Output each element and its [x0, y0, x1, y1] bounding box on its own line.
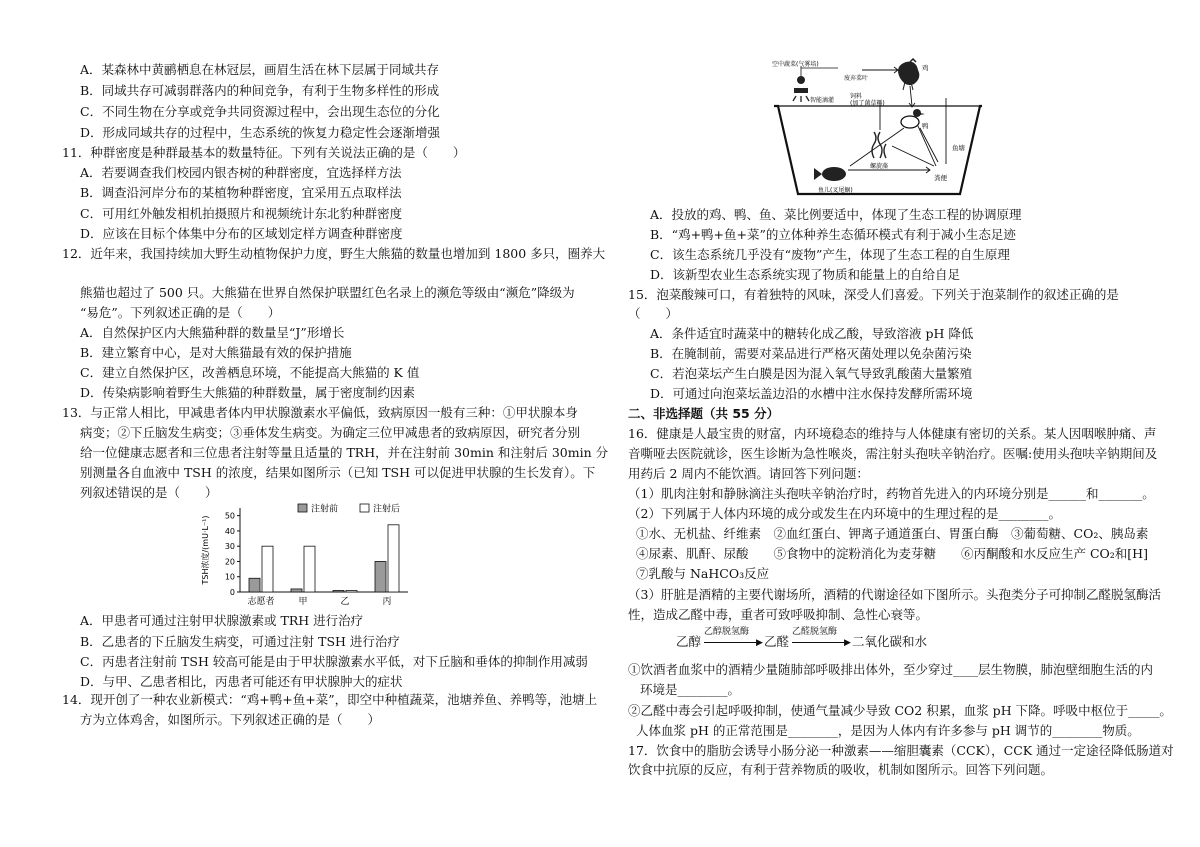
bar-after — [388, 525, 399, 592]
q15-option-d: D．可通过向泡菜坛盖边沿的水槽中注水保持发酵所需环境 — [650, 386, 973, 401]
x-category-label: 甲 — [298, 597, 308, 607]
label-veg: 空中蔬菜(气雾培) — [772, 61, 819, 68]
q16-item-line-2: ④尿素、肌酐、尿酸 ⑤食物中的淀粉消化为麦芽糖 ⑥丙酮酸和水反应生产 CO₂和[H] — [636, 546, 1148, 561]
pond-outline — [774, 106, 982, 194]
pathway-arrow-2 — [792, 642, 848, 643]
legend-label: 注射前 — [311, 504, 339, 515]
x-category-label: 志愿者 — [247, 597, 275, 607]
y-tick-label: 0 — [229, 588, 235, 597]
q15-stem-1: 15．泡菜酸辣可口，有着独特的风味，深受人们喜爱。下列关于泡菜制作的叙述正确的是 — [628, 287, 1119, 302]
q14-option-b: B．“鸡+鸭+鱼+菜”的立体种养生态循环模式有利于减小生态足迹 — [650, 227, 1016, 242]
q12-option-d: D．传染病影响着野生大熊猫的种群数量，属于密度制约因素 — [80, 385, 416, 400]
q13-stem-5: 列叙述错误的是（ ） — [80, 485, 218, 500]
q11-option-c: C．可用红外触发相机拍摄照片和视频统计东北豹种群密度 — [80, 206, 403, 221]
chicken-icon — [898, 59, 919, 90]
q12-option-c: C．建立自然保护区，改善栖息环境，不能提高大熊猫的 K 值 — [80, 365, 420, 380]
pathway-arrowhead-2: ▶ — [844, 638, 851, 648]
drip-irrigation-icon — [793, 76, 809, 102]
pathway-enzyme-1: 乙醇脱氢酶 — [704, 627, 750, 637]
q16-3-item-2b: 人体血浆 pH 的正常范围是________，是因为人体内有许多参与 pH 调节的________物质。 — [636, 723, 1140, 738]
pathway-acetaldehyde: 乙醛 — [764, 634, 790, 649]
q13-option-c: C．丙患者注射前 TSH 较高可能是由于甲状腺激素水平低，对下丘脑和垂体的抑制作用减弱 — [80, 654, 588, 669]
q15-option-a: A．条件适宜时蔬菜中的糖转化成乙酸，导致溶液 pH 降低 — [650, 326, 974, 341]
q16-item-line-1: ①水、无机盐、纤维素 ②血红蛋白、钾离子通道蛋白、胃蛋白酶 ③葡萄糖、CO₂、胰岛素 — [636, 526, 1149, 541]
label-fish: 鱼儿(叉尾鮰) — [818, 187, 853, 194]
q13-option-a: A．甲患者可通过注射甲状腺激素或 TRH 进行治疗 — [80, 613, 364, 628]
x-category-label: 丙 — [382, 597, 392, 607]
x-category-label: 乙 — [340, 597, 350, 607]
label-chicken: 鸡 — [922, 64, 929, 72]
q16-part-3-line-2: 性，造成乙醛中毒，重者可致呼吸抑制、急性心衰等。 — [628, 607, 929, 622]
q12-stem-1: 12．近年来，我国持续加大野生动植物保护力度，野生大熊猫的数量也增加到 1800 多只，圈养大 — [62, 246, 606, 261]
bar-before — [375, 561, 386, 592]
bar-after — [346, 590, 357, 592]
q17-stem-1: 17．饮食中的脂肪会诱导小肠分泌一种激素——缩胆囊素（CCK），CCK 通过一定途径降低肠道对 — [628, 743, 1174, 758]
q15-option-b: B．在腌制前，需要对菜品进行严格灭菌处理以免杂菌污染 — [650, 346, 972, 361]
y-axis-label: TSH浓度/(mU·L⁻¹) — [201, 515, 210, 585]
q16-3-item-2a: ②乙醛中毒会引起呼吸抑制，使通气量减少导致 CO2 积累，血浆 pH 下降。呼吸中枢位于_____。 — [628, 703, 1172, 718]
pathway-arrowhead-1: ▶ — [756, 638, 763, 648]
q12-stem-3: “易危”。下列叙述正确的是（ ） — [80, 305, 281, 320]
q13-stem-1: 13．与正常人相比，甲减患者体内甲状腺激素水平偏低，致病原因一般有三种：①甲状腺本身 — [62, 405, 578, 420]
q13-stem-3: 给一位健康志愿者和三位患者注射等量且适量的 TRH，并在注射前 30min 和注射后 30min 分 — [80, 445, 609, 460]
legend-swatch — [360, 504, 369, 512]
q12-stem-2: 熊猫也超过了 500 只。大熊猫在世界自然保护联盟红色名录上的濒危等级由“濒危”降级为 — [80, 285, 575, 300]
q16-stem-1: 16．健康是人最宝贵的财富，内环境稳态的维持与人体健康有密切的关系。某人因咽喉肿痛、声 — [628, 426, 1157, 441]
pathway-co2-water: 二氧化碳和水 — [852, 634, 928, 649]
q14-option-d: D．该新型农业生态系统实现了物质和能量上的自给自足 — [650, 267, 961, 282]
bar-before — [291, 589, 302, 592]
q13-stem-4: 别测量各自血液中 TSH 的浓度，结果如图所示（已知 TSH 可以促进甲状腺的生长发育）。下 — [80, 465, 596, 480]
bar-before — [333, 590, 344, 592]
q10-option-d: D．形成同域共存的过程中，生态系统的恢复力稳定性会逐渐增强 — [80, 125, 441, 140]
q16-3-item-1b: 环境是________。 — [640, 682, 741, 697]
legend-swatch — [298, 504, 307, 512]
label-waste: 废弃菜叶 — [844, 75, 869, 82]
q16-stem-3: 用药后 2 周内不能饮酒。请回答下列问题： — [628, 466, 869, 481]
label-manure: 粪便 — [934, 174, 947, 182]
q11-stem: 11．种群密度是种群最基本的数量特征。下列有关说法正确的是（ ） — [62, 145, 466, 160]
q17-stem-2: 饮食中抗原的反应，有利于营养物质的吸收，机制如图所示。回答下列问题。 — [628, 762, 1054, 777]
q15-option-c: C．若泡菜坛产生白膜是因为混入氧气导致乳酸菌大量繁殖 — [650, 366, 973, 381]
q16-3-item-1a: ①饮酒者血浆中的酒精少量随肺部呼吸排出体外，至少穿过____层生物膜，肺泡壁细胞生活的内 — [628, 662, 1154, 677]
y-tick-label: 20 — [224, 557, 235, 567]
q10-option-b: B．同域共存可减弱群落内的种间竞争，有利于生物多样性的形成 — [80, 83, 440, 98]
q12-option-b: B．建立繁育中心，是对大熊猫最有效的保护措施 — [80, 345, 352, 360]
q16-part-3-line-1: （3）肝脏是酒精的主要代谢场所，酒精的代谢途径如下图所示。头孢类分子可抑制乙醛脱氢酶活 — [628, 587, 1161, 602]
pathway-arrow-1 — [704, 642, 760, 643]
pathway-ethanol: 乙醇 — [676, 634, 702, 649]
bar-before — [249, 578, 260, 592]
q13-stem-2: 病变；②下丘脑发生病变；③垂体发生病变。为确定三位甲减患者的致病原因，研究者分别 — [80, 425, 581, 440]
legend-label: 注射后 — [373, 504, 401, 515]
label-algae: 螺旋藻 — [870, 163, 889, 170]
label-feed: 饲料(加了菌草料) — [850, 93, 885, 107]
q10-option-a: A．某森林中黄鹂栖息在林冠层，画眉生活在林下层属于同域共存 — [80, 62, 440, 77]
q10-option-c: C．不同生物在分享或竞争共同资源过程中，会出现生态位的分化 — [80, 104, 440, 119]
label-duck: 鸭 — [922, 122, 929, 130]
y-tick-label: 40 — [224, 526, 235, 536]
q14-option-a: A．投放的鸡、鸭、鱼、菜比例要适中，体现了生态工程的协调原理 — [650, 207, 1022, 222]
label-drip: 智能滴灌 — [810, 97, 835, 104]
q11-option-a: A．若要调查我们校园内银杏树的种群密度，宜选择样方法 — [80, 165, 402, 180]
q14-stem-1: 14．现开创了一种农业新模式：“鸡+鸭+鱼+菜”，即空中种植蔬菜，池塘养鱼、养鸭等，池塘上 — [62, 692, 598, 707]
q14-option-c: C．该生态系统几乎没有“废物”产生，体现了生态工程的自生原理 — [650, 247, 1010, 262]
q16-stem-2: 音嘶哑去医院就诊，医生诊断为急性喉炎，需注射头孢呋辛钠治疗。医嘱:使用头孢呋辛钠期间及 — [628, 446, 1158, 461]
q16-item-line-3: ⑦乳酸与 NaHCO₃反应 — [636, 566, 770, 581]
label-pond: 鱼塘 — [952, 144, 965, 152]
eco-farm-diagram — [770, 58, 985, 206]
q11-option-d: D．应该在目标个体集中分布的区域划定样方调查种群密度 — [80, 226, 403, 241]
y-tick-label: 50 — [224, 511, 235, 521]
tsh-bar-chart — [198, 500, 418, 612]
q13-option-d: D．与甲、乙患者相比，丙患者可能还有甲状腺肿大的症状 — [80, 674, 403, 689]
section-heading-nonchoice: 二、非选择题（共 55 分） — [628, 406, 780, 421]
bar-after — [262, 546, 273, 592]
q12-option-a: A．自然保护区内大熊猫种群的数量呈“J”形增长 — [80, 325, 345, 340]
q11-option-b: B．调查沿河岸分布的某植物种群密度，宜采用五点取样法 — [80, 185, 402, 200]
y-tick-label: 30 — [224, 542, 235, 552]
fish-icon — [814, 167, 846, 181]
q13-option-b: B．乙患者的下丘脑发生病变，可通过注射 TSH 进行治疗 — [80, 634, 400, 649]
q15-stem-2: （ ） — [628, 306, 679, 321]
y-tick-label: 10 — [224, 572, 235, 582]
algae-icon — [872, 132, 886, 158]
q16-part-1: （1）肌肉注射和静脉滴注头孢呋辛钠治疗时，药物首先进入的内环境分别是______和_______。 — [628, 486, 1155, 501]
alcohol-pathway — [676, 628, 936, 656]
bar-after — [304, 546, 315, 592]
q14-stem-2: 方为立体鸡舍，如图所示。下列叙述正确的是（ ） — [80, 712, 381, 727]
q16-part-2: （2）下列属于人体内环境的成分或发生在内环境中的生理过程的是________。 — [628, 506, 1061, 521]
pathway-enzyme-2: 乙醛脱氢酶 — [792, 627, 838, 637]
